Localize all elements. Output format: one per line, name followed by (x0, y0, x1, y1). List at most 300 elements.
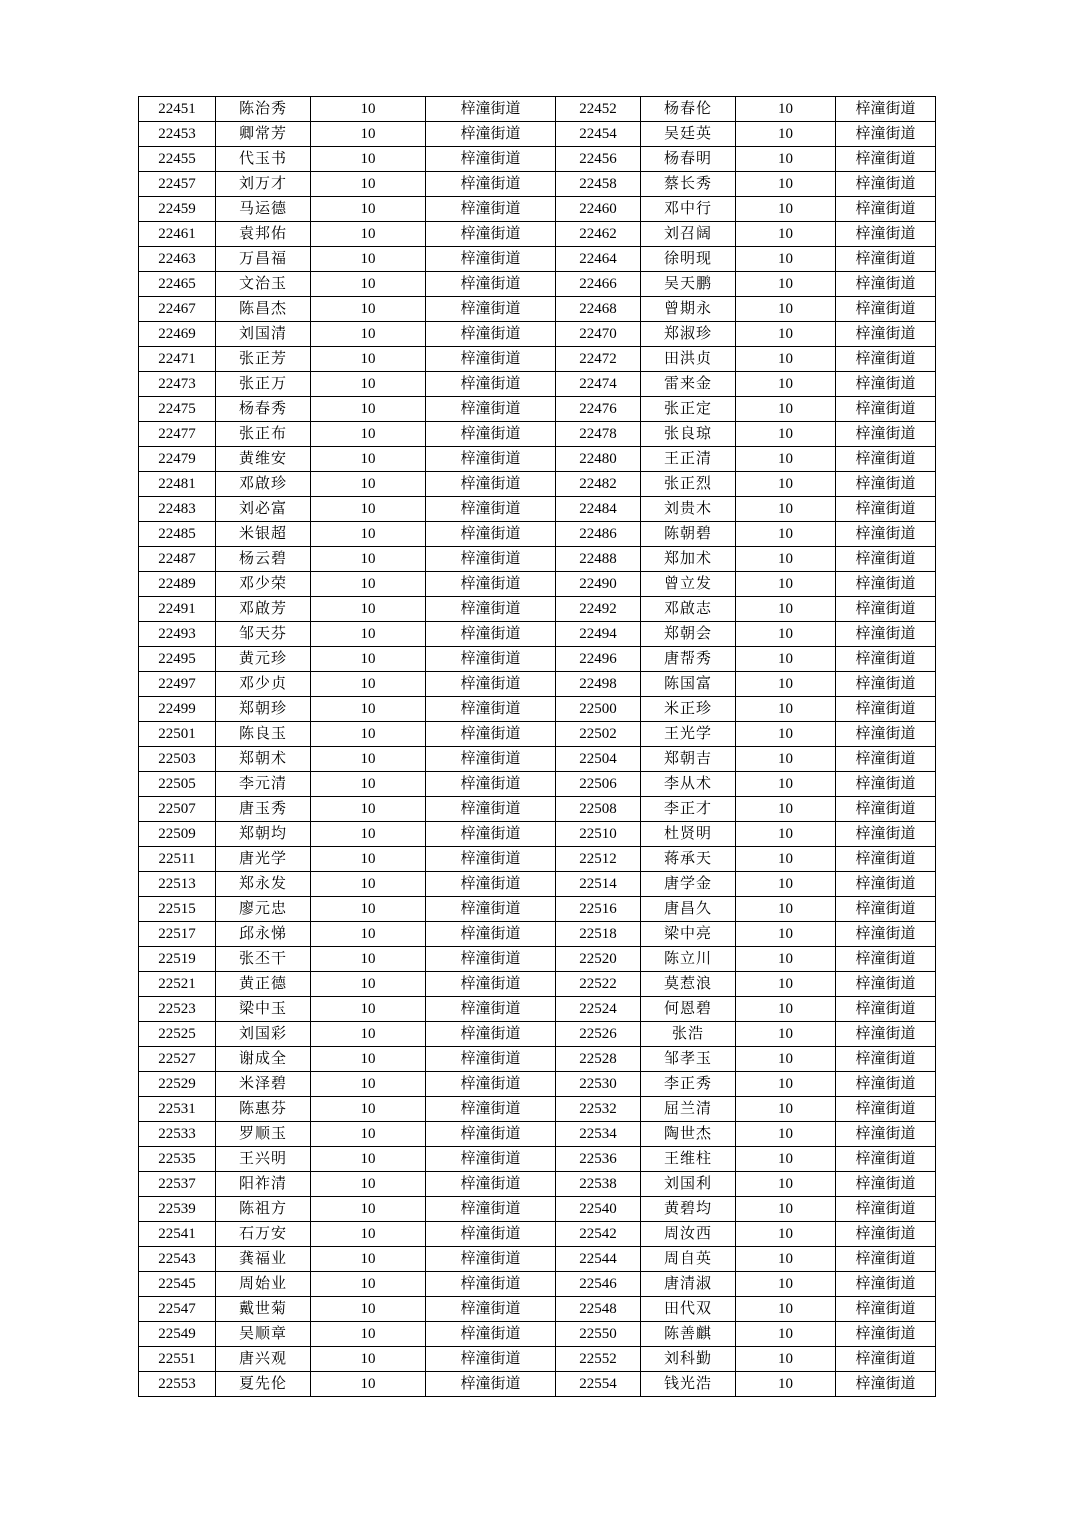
cell-amount: 10 (736, 847, 836, 872)
cell-amount: 10 (736, 447, 836, 472)
cell-district: 梓潼街道 (836, 672, 936, 697)
cell-district: 梓潼街道 (836, 497, 936, 522)
cell-name: 刘科勤 (641, 1347, 736, 1372)
cell-id: 22543 (139, 1247, 216, 1272)
cell-name: 郑朝吉 (641, 747, 736, 772)
cell-id: 22465 (139, 272, 216, 297)
cell-amount: 10 (311, 622, 426, 647)
cell-district: 梓潼街道 (836, 122, 936, 147)
table-row (139, 1222, 936, 1247)
cell-district: 梓潼街道 (836, 1347, 936, 1372)
cell-id: 22490 (556, 572, 641, 597)
cell-name: 钱光浩 (641, 1372, 736, 1397)
cell-id: 22535 (139, 1147, 216, 1172)
cell-name: 刘万才 (216, 172, 311, 197)
cell-district: 梓潼街道 (836, 1147, 936, 1172)
cell-name: 刘必富 (216, 497, 311, 522)
cell-district: 梓潼街道 (836, 1372, 936, 1397)
cell-id: 22541 (139, 1222, 216, 1247)
table-row (139, 1322, 936, 1347)
cell-name: 李从术 (641, 772, 736, 797)
cell-amount: 10 (736, 422, 836, 447)
cell-district: 梓潼街道 (426, 972, 556, 997)
cell-name: 石万安 (216, 1222, 311, 1247)
cell-name: 张良琼 (641, 422, 736, 447)
cell-district: 梓潼街道 (426, 997, 556, 1022)
cell-name: 张正芳 (216, 347, 311, 372)
cell-district: 梓潼街道 (836, 1322, 936, 1347)
cell-amount: 10 (736, 772, 836, 797)
cell-district: 梓潼街道 (426, 572, 556, 597)
cell-id: 22517 (139, 922, 216, 947)
cell-amount: 10 (736, 1272, 836, 1297)
table-row (139, 947, 936, 972)
table-row (139, 1297, 936, 1322)
cell-name: 罗顺玉 (216, 1122, 311, 1147)
cell-id: 22505 (139, 772, 216, 797)
cell-district: 梓潼街道 (426, 1047, 556, 1072)
cell-name: 陈祖方 (216, 1197, 311, 1222)
cell-district: 梓潼街道 (836, 1047, 936, 1072)
cell-id: 22547 (139, 1297, 216, 1322)
cell-id: 22488 (556, 547, 641, 572)
cell-name: 袁邦佑 (216, 222, 311, 247)
cell-name: 蔡长秀 (641, 172, 736, 197)
cell-amount: 10 (736, 822, 836, 847)
cell-district: 梓潼街道 (836, 322, 936, 347)
table-row (139, 472, 936, 497)
cell-district: 梓潼街道 (836, 422, 936, 447)
table-row (139, 1072, 936, 1097)
cell-id: 22462 (556, 222, 641, 247)
cell-amount: 10 (736, 1197, 836, 1222)
cell-id: 22538 (556, 1172, 641, 1197)
cell-name: 陈惠芬 (216, 1097, 311, 1122)
cell-id: 22455 (139, 147, 216, 172)
cell-name: 邓啟芳 (216, 597, 311, 622)
cell-id: 22551 (139, 1347, 216, 1372)
cell-id: 22471 (139, 347, 216, 372)
cell-district: 梓潼街道 (836, 472, 936, 497)
cell-amount: 10 (311, 847, 426, 872)
cell-amount: 10 (736, 522, 836, 547)
cell-name: 雷来金 (641, 372, 736, 397)
cell-id: 22519 (139, 947, 216, 972)
cell-amount: 10 (311, 1022, 426, 1047)
cell-district: 梓潼街道 (426, 822, 556, 847)
cell-amount: 10 (736, 1047, 836, 1072)
cell-amount: 10 (311, 197, 426, 222)
cell-name: 米正珍 (641, 697, 736, 722)
table-row (139, 1122, 936, 1147)
cell-amount: 10 (311, 422, 426, 447)
cell-district: 梓潼街道 (426, 447, 556, 472)
table-row (139, 697, 936, 722)
cell-district: 梓潼街道 (836, 272, 936, 297)
table-row (139, 222, 936, 247)
cell-amount: 10 (311, 1347, 426, 1372)
cell-id: 22466 (556, 272, 641, 297)
cell-district: 梓潼街道 (836, 997, 936, 1022)
cell-name: 米泽碧 (216, 1072, 311, 1097)
cell-name: 吴天鹏 (641, 272, 736, 297)
cell-amount: 10 (736, 797, 836, 822)
cell-id: 22452 (556, 97, 641, 122)
cell-id: 22545 (139, 1272, 216, 1297)
cell-amount: 10 (311, 172, 426, 197)
cell-amount: 10 (736, 572, 836, 597)
cell-amount: 10 (736, 1147, 836, 1172)
cell-id: 22521 (139, 972, 216, 997)
cell-id: 22506 (556, 772, 641, 797)
cell-amount: 10 (736, 372, 836, 397)
cell-district: 梓潼街道 (426, 772, 556, 797)
cell-id: 22474 (556, 372, 641, 397)
cell-district: 梓潼街道 (426, 947, 556, 972)
cell-id: 22513 (139, 872, 216, 897)
cell-id: 22502 (556, 722, 641, 747)
cell-amount: 10 (311, 447, 426, 472)
cell-amount: 10 (311, 1097, 426, 1122)
cell-amount: 10 (736, 297, 836, 322)
cell-amount: 10 (311, 972, 426, 997)
cell-amount: 10 (311, 322, 426, 347)
cell-amount: 10 (736, 872, 836, 897)
cell-name: 唐玉秀 (216, 797, 311, 822)
cell-id: 22539 (139, 1197, 216, 1222)
table-row (139, 872, 936, 897)
cell-amount: 10 (311, 947, 426, 972)
cell-name: 代玉书 (216, 147, 311, 172)
table-row (139, 647, 936, 672)
cell-name: 陶世杰 (641, 1122, 736, 1147)
cell-district: 梓潼街道 (426, 1197, 556, 1222)
cell-name: 陈朝碧 (641, 522, 736, 547)
cell-amount: 10 (311, 472, 426, 497)
cell-id: 22483 (139, 497, 216, 522)
cell-amount: 10 (311, 1247, 426, 1272)
cell-name: 周汝西 (641, 1222, 736, 1247)
cell-district: 梓潼街道 (426, 872, 556, 897)
cell-id: 22532 (556, 1097, 641, 1122)
cell-id: 22482 (556, 472, 641, 497)
cell-id: 22459 (139, 197, 216, 222)
cell-district: 梓潼街道 (426, 672, 556, 697)
cell-name: 马运德 (216, 197, 311, 222)
cell-name: 梁中亮 (641, 922, 736, 947)
cell-district: 梓潼街道 (426, 1172, 556, 1197)
cell-amount: 10 (736, 1122, 836, 1147)
cell-amount: 10 (311, 872, 426, 897)
cell-amount: 10 (736, 947, 836, 972)
cell-id: 22499 (139, 697, 216, 722)
cell-amount: 10 (736, 1022, 836, 1047)
cell-amount: 10 (311, 247, 426, 272)
cell-id: 22500 (556, 697, 641, 722)
cell-amount: 10 (736, 1322, 836, 1347)
cell-name: 杨春明 (641, 147, 736, 172)
cell-district: 梓潼街道 (426, 1097, 556, 1122)
cell-id: 22489 (139, 572, 216, 597)
cell-name: 郑淑珍 (641, 322, 736, 347)
table-row (139, 197, 936, 222)
cell-id: 22491 (139, 597, 216, 622)
cell-id: 22501 (139, 722, 216, 747)
cell-amount: 10 (736, 172, 836, 197)
cell-id: 22512 (556, 847, 641, 872)
cell-name: 徐明现 (641, 247, 736, 272)
cell-id: 22552 (556, 1347, 641, 1372)
cell-amount: 10 (311, 397, 426, 422)
cell-amount: 10 (311, 772, 426, 797)
cell-name: 米银超 (216, 522, 311, 547)
cell-district: 梓潼街道 (836, 547, 936, 572)
cell-name: 周始业 (216, 1272, 311, 1297)
cell-id: 22485 (139, 522, 216, 547)
cell-district: 梓潼街道 (426, 147, 556, 172)
cell-amount: 10 (311, 1197, 426, 1222)
cell-name: 梁中玉 (216, 997, 311, 1022)
cell-id: 22524 (556, 997, 641, 1022)
cell-amount: 10 (736, 1097, 836, 1122)
cell-id: 22468 (556, 297, 641, 322)
cell-id: 22473 (139, 372, 216, 397)
cell-name: 郑朝均 (216, 822, 311, 847)
cell-id: 22454 (556, 122, 641, 147)
cell-id: 22550 (556, 1322, 641, 1347)
cell-name: 郑永发 (216, 872, 311, 897)
cell-name: 邱永悌 (216, 922, 311, 947)
cell-name: 吴廷英 (641, 122, 736, 147)
cell-name: 王维柱 (641, 1147, 736, 1172)
cell-amount: 10 (311, 122, 426, 147)
cell-id: 22507 (139, 797, 216, 822)
cell-name: 田代双 (641, 1297, 736, 1322)
table-row (139, 1047, 936, 1072)
cell-district: 梓潼街道 (426, 1122, 556, 1147)
cell-id: 22456 (556, 147, 641, 172)
cell-id: 22479 (139, 447, 216, 472)
cell-district: 梓潼街道 (426, 722, 556, 747)
cell-name: 黄碧均 (641, 1197, 736, 1222)
cell-id: 22523 (139, 997, 216, 1022)
cell-name: 郑加术 (641, 547, 736, 572)
cell-amount: 10 (311, 1172, 426, 1197)
cell-district: 梓潼街道 (426, 1272, 556, 1297)
roster-table-body (139, 97, 936, 1397)
cell-id: 22460 (556, 197, 641, 222)
cell-name: 陈善麒 (641, 1322, 736, 1347)
cell-id: 22504 (556, 747, 641, 772)
cell-amount: 10 (311, 572, 426, 597)
table-row (139, 622, 936, 647)
cell-district: 梓潼街道 (836, 872, 936, 897)
cell-id: 22516 (556, 897, 641, 922)
cell-id: 22531 (139, 1097, 216, 1122)
cell-id: 22529 (139, 1072, 216, 1097)
cell-amount: 10 (311, 1072, 426, 1097)
cell-district: 梓潼街道 (836, 297, 936, 322)
cell-id: 22461 (139, 222, 216, 247)
table-row (139, 272, 936, 297)
cell-id: 22463 (139, 247, 216, 272)
table-row (139, 1247, 936, 1272)
cell-district: 梓潼街道 (426, 747, 556, 772)
cell-name: 谢成全 (216, 1047, 311, 1072)
cell-name: 王光学 (641, 722, 736, 747)
table-row (139, 922, 936, 947)
cell-amount: 10 (736, 697, 836, 722)
cell-name: 陈昌杰 (216, 297, 311, 322)
cell-district: 梓潼街道 (426, 647, 556, 672)
table-row (139, 772, 936, 797)
cell-name: 卿常芳 (216, 122, 311, 147)
cell-district: 梓潼街道 (426, 797, 556, 822)
cell-id: 22527 (139, 1047, 216, 1072)
cell-amount: 10 (311, 747, 426, 772)
table-row (139, 972, 936, 997)
roster-table (138, 96, 936, 1397)
cell-amount: 10 (311, 1272, 426, 1297)
cell-district: 梓潼街道 (836, 747, 936, 772)
cell-name: 唐学金 (641, 872, 736, 897)
cell-name: 唐清淑 (641, 1272, 736, 1297)
cell-district: 梓潼街道 (426, 1022, 556, 1047)
cell-district: 梓潼街道 (836, 697, 936, 722)
cell-amount: 10 (311, 372, 426, 397)
cell-id: 22525 (139, 1022, 216, 1047)
cell-district: 梓潼街道 (426, 1072, 556, 1097)
cell-name: 何恩碧 (641, 997, 736, 1022)
cell-name: 蒋承天 (641, 847, 736, 872)
cell-name: 黄元珍 (216, 647, 311, 672)
cell-id: 22515 (139, 897, 216, 922)
cell-district: 梓潼街道 (426, 322, 556, 347)
cell-amount: 10 (736, 747, 836, 772)
cell-district: 梓潼街道 (836, 347, 936, 372)
cell-district: 梓潼街道 (836, 97, 936, 122)
cell-id: 22510 (556, 822, 641, 847)
cell-amount: 10 (311, 922, 426, 947)
cell-id: 22493 (139, 622, 216, 647)
cell-amount: 10 (736, 722, 836, 747)
cell-name: 廖元忠 (216, 897, 311, 922)
cell-amount: 10 (736, 897, 836, 922)
cell-name: 邓啟珍 (216, 472, 311, 497)
cell-district: 梓潼街道 (426, 222, 556, 247)
cell-district: 梓潼街道 (836, 972, 936, 997)
cell-district: 梓潼街道 (426, 497, 556, 522)
cell-id: 22520 (556, 947, 641, 972)
cell-district: 梓潼街道 (426, 372, 556, 397)
cell-district: 梓潼街道 (836, 922, 936, 947)
cell-amount: 10 (311, 147, 426, 172)
cell-name: 郑朝术 (216, 747, 311, 772)
cell-district: 梓潼街道 (426, 1247, 556, 1272)
cell-district: 梓潼街道 (836, 1197, 936, 1222)
table-row (139, 672, 936, 697)
cell-district: 梓潼街道 (836, 947, 936, 972)
cell-amount: 10 (736, 472, 836, 497)
cell-district: 梓潼街道 (426, 172, 556, 197)
cell-name: 杨春秀 (216, 397, 311, 422)
cell-name: 邹天芬 (216, 622, 311, 647)
cell-amount: 10 (311, 297, 426, 322)
cell-amount: 10 (311, 647, 426, 672)
cell-name: 阳祚清 (216, 1172, 311, 1197)
cell-amount: 10 (736, 1247, 836, 1272)
cell-name: 夏先伦 (216, 1372, 311, 1397)
cell-name: 张正烈 (641, 472, 736, 497)
cell-name: 刘国彩 (216, 1022, 311, 1047)
cell-district: 梓潼街道 (426, 472, 556, 497)
cell-district: 梓潼街道 (836, 1222, 936, 1247)
table-row (139, 1197, 936, 1222)
cell-amount: 10 (311, 722, 426, 747)
cell-district: 梓潼街道 (426, 897, 556, 922)
cell-id: 22498 (556, 672, 641, 697)
cell-name: 杜贤明 (641, 822, 736, 847)
cell-name: 刘国利 (641, 1172, 736, 1197)
cell-id: 22537 (139, 1172, 216, 1197)
roster-table-container (138, 96, 936, 1397)
cell-id: 22453 (139, 122, 216, 147)
cell-id: 22540 (556, 1197, 641, 1222)
cell-name: 邓啟志 (641, 597, 736, 622)
cell-district: 梓潼街道 (426, 1347, 556, 1372)
cell-district: 梓潼街道 (426, 922, 556, 947)
cell-name: 黄维安 (216, 447, 311, 472)
cell-id: 22484 (556, 497, 641, 522)
cell-name: 杨春伦 (641, 97, 736, 122)
cell-amount: 10 (736, 997, 836, 1022)
cell-amount: 10 (736, 647, 836, 672)
cell-id: 22526 (556, 1022, 641, 1047)
cell-amount: 10 (736, 922, 836, 947)
cell-district: 梓潼街道 (426, 272, 556, 297)
cell-district: 梓潼街道 (836, 572, 936, 597)
cell-name: 曾立发 (641, 572, 736, 597)
cell-district: 梓潼街道 (426, 297, 556, 322)
cell-id: 22503 (139, 747, 216, 772)
cell-id: 22508 (556, 797, 641, 822)
table-row (139, 422, 936, 447)
cell-amount: 10 (736, 322, 836, 347)
cell-district: 梓潼街道 (426, 1297, 556, 1322)
cell-district: 梓潼街道 (836, 1297, 936, 1322)
cell-amount: 10 (736, 1297, 836, 1322)
cell-district: 梓潼街道 (836, 247, 936, 272)
cell-name: 龚福业 (216, 1247, 311, 1272)
cell-district: 梓潼街道 (836, 397, 936, 422)
cell-district: 梓潼街道 (836, 172, 936, 197)
cell-id: 22487 (139, 547, 216, 572)
cell-name: 邓少贞 (216, 672, 311, 697)
cell-district: 梓潼街道 (836, 447, 936, 472)
cell-district: 梓潼街道 (426, 122, 556, 147)
cell-amount: 10 (736, 397, 836, 422)
cell-id: 22492 (556, 597, 641, 622)
table-row (139, 797, 936, 822)
cell-name: 李元清 (216, 772, 311, 797)
cell-amount: 10 (311, 1147, 426, 1172)
cell-district: 梓潼街道 (426, 422, 556, 447)
cell-amount: 10 (736, 1222, 836, 1247)
cell-name: 周自英 (641, 1247, 736, 1272)
cell-district: 梓潼街道 (426, 697, 556, 722)
cell-id: 22553 (139, 1372, 216, 1397)
cell-id: 22542 (556, 1222, 641, 1247)
